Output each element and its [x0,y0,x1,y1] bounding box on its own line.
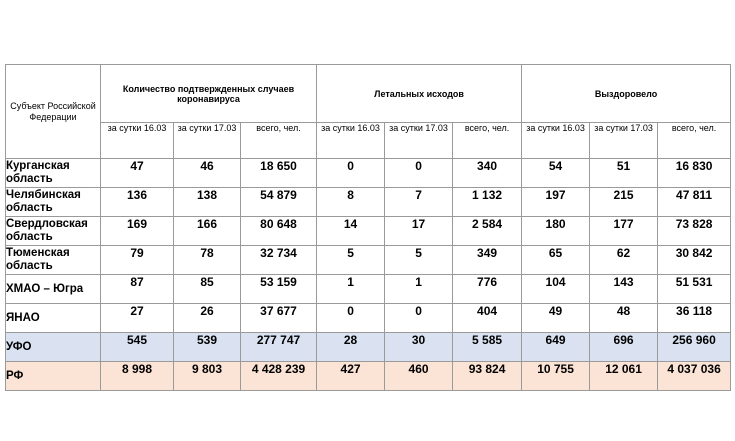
value-cell: 51 531 [658,275,731,304]
period-header: всего, чел. [658,123,731,159]
value-cell: 136 [101,188,174,217]
value-cell: 73 828 [658,217,731,246]
value-cell: 47 811 [658,188,731,217]
value-cell: 138 [174,188,241,217]
value-cell: 12 061 [590,362,658,391]
table-row [6,275,731,304]
period-header: за сутки 17.03 [385,123,453,159]
value-cell: 104 [522,275,590,304]
table-body [6,159,731,391]
period-header: за сутки 17.03 [174,123,241,159]
value-cell: 30 842 [658,246,731,275]
confirmed-cases-header: Количество подтвержденных случаев коронавируса [101,65,317,123]
value-cell: 4 428 239 [241,362,317,391]
value-cell: 17 [385,217,453,246]
value-cell: 18 650 [241,159,317,188]
value-cell: 79 [101,246,174,275]
region-cell: РФ [6,362,101,391]
region-cell: ХМАО – Югра [6,275,101,304]
value-cell: 85 [174,275,241,304]
value-cell: 0 [385,159,453,188]
value-cell: 9 803 [174,362,241,391]
value-cell: 5 [385,246,453,275]
value-cell: 180 [522,217,590,246]
value-cell: 62 [590,246,658,275]
value-cell: 649 [522,333,590,362]
value-cell: 340 [453,159,522,188]
value-cell: 78 [174,246,241,275]
value-cell: 8 998 [101,362,174,391]
table-row [6,188,731,217]
value-cell: 27 [101,304,174,333]
value-cell: 5 585 [453,333,522,362]
period-header: всего, чел. [241,123,317,159]
header-row-groups [6,65,731,123]
value-cell: 1 132 [453,188,522,217]
value-cell: 46 [174,159,241,188]
region-cell: Курганская область [6,159,101,188]
value-cell: 177 [590,217,658,246]
value-cell: 48 [590,304,658,333]
value-cell: 80 648 [241,217,317,246]
value-cell: 2 584 [453,217,522,246]
table-row [6,362,731,391]
value-cell: 0 [317,304,385,333]
table-row [6,159,731,188]
recovered-header: Выздоровело [522,65,731,123]
value-cell: 539 [174,333,241,362]
region-cell: Челябинская область [6,188,101,217]
subject-header: Субъект Российской Федерации [6,65,101,159]
value-cell: 28 [317,333,385,362]
value-cell: 65 [522,246,590,275]
value-cell: 1 [317,275,385,304]
value-cell: 47 [101,159,174,188]
table-row [6,333,731,362]
value-cell: 277 747 [241,333,317,362]
value-cell: 1 [385,275,453,304]
region-cell: Свердловская область [6,217,101,246]
value-cell: 53 159 [241,275,317,304]
value-cell: 54 [522,159,590,188]
value-cell: 87 [101,275,174,304]
value-cell: 4 037 036 [658,362,731,391]
period-header: за сутки 16.03 [522,123,590,159]
value-cell: 30 [385,333,453,362]
value-cell: 32 734 [241,246,317,275]
covid-stats-table [5,64,731,391]
value-cell: 197 [522,188,590,217]
value-cell: 0 [385,304,453,333]
value-cell: 7 [385,188,453,217]
region-cell: УФО [6,333,101,362]
value-cell: 215 [590,188,658,217]
table-row [6,246,731,275]
value-cell: 14 [317,217,385,246]
value-cell: 166 [174,217,241,246]
value-cell: 143 [590,275,658,304]
table-row [6,217,731,246]
value-cell: 37 677 [241,304,317,333]
value-cell: 51 [590,159,658,188]
value-cell: 93 824 [453,362,522,391]
value-cell: 8 [317,188,385,217]
value-cell: 169 [101,217,174,246]
value-cell: 460 [385,362,453,391]
value-cell: 696 [590,333,658,362]
value-cell: 349 [453,246,522,275]
value-cell: 256 960 [658,333,731,362]
value-cell: 776 [453,275,522,304]
region-cell: Тюменская область [6,246,101,275]
period-header: всего, чел. [453,123,522,159]
value-cell: 36 118 [658,304,731,333]
table-row [6,304,731,333]
value-cell: 0 [317,159,385,188]
value-cell: 10 755 [522,362,590,391]
period-header: за сутки 16.03 [101,123,174,159]
value-cell: 16 830 [658,159,731,188]
value-cell: 54 879 [241,188,317,217]
value-cell: 427 [317,362,385,391]
region-cell: ЯНАО [6,304,101,333]
period-header: за сутки 17.03 [590,123,658,159]
header-row-periods [6,123,731,159]
value-cell: 404 [453,304,522,333]
period-header: за сутки 16.03 [317,123,385,159]
value-cell: 5 [317,246,385,275]
value-cell: 49 [522,304,590,333]
deaths-header: Летальных исходов [317,65,522,123]
value-cell: 26 [174,304,241,333]
value-cell: 545 [101,333,174,362]
